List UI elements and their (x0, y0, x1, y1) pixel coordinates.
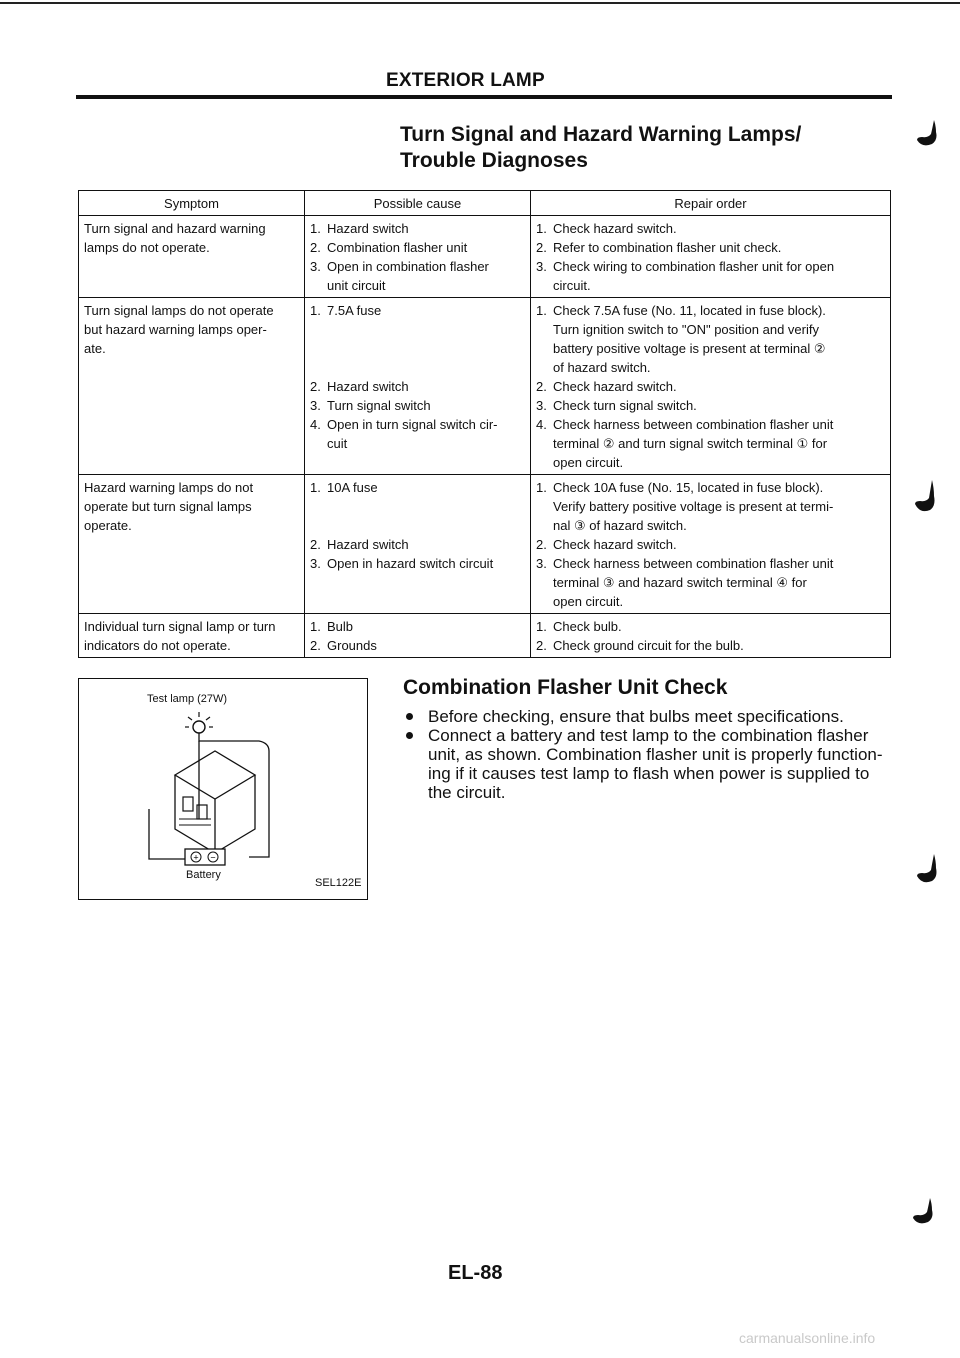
item-text: Check hazard switch. (553, 221, 677, 236)
item-text: Turn signal switch (327, 398, 431, 413)
item-number: 2. (536, 638, 547, 653)
page-title-line-1: Turn Signal and Hazard Warning Lamps/ (400, 123, 802, 146)
symptom-text: indicators do not operate. (84, 638, 231, 653)
item-number: 2. (536, 240, 547, 255)
symptom-text: but hazard warning lamps oper- (84, 322, 267, 337)
list-item (404, 726, 892, 802)
item-text: Check wiring to combination flasher unit for open (553, 259, 835, 274)
column-header: Possible cause (305, 191, 531, 216)
spacer (310, 358, 525, 377)
repair-cell (531, 298, 891, 475)
list-item (536, 257, 885, 295)
item-text: Bulb (327, 619, 354, 634)
test-lamp-label: Test lamp (27W) (147, 693, 228, 705)
lamp-bulb-icon (185, 712, 213, 733)
binder-mark-icon (914, 118, 944, 152)
list-item-text: Connect a battery and test lamp to the combination flasher unit, as shown. Combination flasher unit is properly function-ing if it causes test lamp to flash when power is supplied to the circuit. (428, 726, 883, 802)
list-item (310, 617, 525, 636)
list-item (310, 219, 525, 238)
item-text: cuit (327, 436, 348, 451)
flasher-check-list (404, 707, 892, 802)
footer-watermark: carmanualsonline.info (739, 1330, 876, 1346)
test-lamp-figure (78, 678, 368, 900)
top-border-line (0, 2, 960, 4)
header-rule (76, 95, 892, 99)
item-text: Hazard switch (327, 379, 409, 394)
repair-cell (531, 216, 891, 298)
list-item (310, 377, 525, 396)
section-title: EXTERIOR LAMP (386, 70, 545, 91)
symptom-text: Individual turn signal lamp or turn (84, 619, 276, 634)
table-row (79, 298, 891, 475)
binder-mark-icon (914, 852, 944, 888)
table-row (79, 475, 891, 614)
item-number: 2. (310, 240, 321, 255)
item-text: Check bulb. (553, 619, 622, 634)
item-number: 1. (310, 619, 321, 634)
item-text: Open in turn signal switch cir- (327, 417, 498, 432)
spacer (310, 320, 525, 339)
item-number: 2. (310, 379, 321, 394)
page-title (400, 122, 860, 174)
item-text: Grounds (327, 638, 377, 653)
item-text: open circuit. (553, 594, 624, 609)
item-text: 10A fuse (327, 480, 378, 495)
item-text: Hazard switch (327, 537, 409, 552)
cause-cell (305, 475, 531, 614)
item-number: 1. (536, 619, 547, 634)
list-item-text: Before checking, ensure that bulbs meet specifications. (428, 707, 844, 726)
list-item (536, 238, 885, 257)
item-number: 2. (310, 638, 321, 653)
spacer (310, 516, 525, 535)
symptom-cell (79, 216, 305, 298)
item-number: 1. (310, 480, 321, 495)
item-text: Check harness between combination flasher unit (553, 556, 834, 571)
symptom-text: operate but turn signal lamps (84, 499, 252, 514)
symptom-text: operate. (84, 518, 132, 533)
list-item (536, 636, 885, 655)
list-item (536, 396, 885, 415)
item-number: 3. (536, 398, 547, 413)
item-number: 4. (310, 417, 321, 432)
page-number: EL-88 (448, 1262, 503, 1284)
item-text: open circuit. (553, 455, 624, 470)
item-number: 2. (536, 537, 547, 552)
item-text: Open in hazard switch circuit (327, 556, 494, 571)
item-number: 3. (310, 259, 321, 274)
item-text: terminal ③ and hazard switch terminal ④ for (553, 575, 807, 590)
battery-plus-sign: + (193, 852, 199, 863)
item-text: Check 7.5A fuse (No. 11, located in fuse block). (553, 303, 826, 318)
spacer (310, 339, 525, 358)
list-item (536, 415, 885, 472)
item-text: terminal ② and turn signal switch terminal ① for (553, 436, 828, 451)
item-number: 2. (310, 537, 321, 552)
list-item (536, 617, 885, 636)
column-header: Repair order (531, 191, 891, 216)
item-text: Combination flasher unit (327, 240, 468, 255)
battery-label: Battery (186, 869, 221, 881)
symptom-cell (79, 475, 305, 614)
flasher-unit-icon (175, 751, 255, 853)
symptom-text: lamps do not operate. (84, 240, 210, 255)
item-text: Turn ignition switch to "ON" position and verify (553, 322, 819, 337)
repair-cell (531, 614, 891, 658)
item-text: Check ground circuit for the bulb. (553, 638, 744, 653)
symptom-cell (79, 298, 305, 475)
item-number: 1. (310, 221, 321, 236)
page-title-line-2: Trouble Diagnoses (400, 149, 588, 172)
item-text: Open in combination flasher (327, 259, 489, 274)
figure-code: SEL122E (315, 877, 362, 889)
item-number: 3. (310, 556, 321, 571)
list-item (310, 535, 525, 554)
item-text: Verify battery positive voltage is present at termi- (553, 499, 834, 514)
list-item (310, 554, 525, 573)
item-text: Check hazard switch. (553, 537, 677, 552)
table-row (79, 614, 891, 658)
symptom-text: ate. (84, 341, 106, 356)
binder-mark-icon (910, 1196, 940, 1230)
item-number: 4. (536, 417, 547, 432)
binder-mark-icon (912, 478, 942, 518)
battery-minus-sign: − (210, 852, 216, 863)
list-item (310, 396, 525, 415)
item-text: nal ③ of hazard switch. (553, 518, 687, 533)
list-item (310, 636, 525, 655)
list-item (310, 257, 525, 295)
symptom-text: Hazard warning lamps do not (84, 480, 254, 495)
cause-cell (305, 216, 531, 298)
item-text: battery positive voltage is present at terminal ② (553, 341, 826, 356)
symptom-text: Turn signal lamps do not operate (84, 303, 274, 318)
item-number: 1. (536, 480, 547, 495)
item-text: Check 10A fuse (No. 15, located in fuse block). (553, 480, 824, 495)
item-number: 1. (536, 303, 547, 318)
list-item (536, 535, 885, 554)
repair-cell (531, 475, 891, 614)
item-text: Check harness between combination flasher unit (553, 417, 834, 432)
list-item (310, 478, 525, 497)
table-row (79, 216, 891, 298)
symptom-text: Turn signal and hazard warning (84, 221, 266, 236)
item-text: 7.5A fuse (327, 303, 382, 318)
table-header-row (79, 191, 891, 216)
flasher-test-diagram (79, 679, 369, 901)
cause-cell (305, 298, 531, 475)
item-number: 3. (536, 259, 547, 274)
item-text: unit circuit (327, 278, 386, 293)
list-item (310, 238, 525, 257)
item-number: 2. (536, 379, 547, 394)
battery-icon (185, 849, 225, 865)
list-item (310, 415, 525, 453)
item-text: Check hazard switch. (553, 379, 677, 394)
item-text: of hazard switch. (553, 360, 651, 375)
item-text: Refer to combination flasher unit check. (553, 240, 782, 255)
bullet-icon (406, 713, 413, 720)
item-number: 3. (536, 556, 547, 571)
list-item (310, 301, 525, 320)
list-item (536, 478, 885, 535)
item-text: circuit. (553, 278, 591, 293)
cause-cell (305, 614, 531, 658)
flasher-check-heading: Combination Flasher Unit Check (403, 676, 728, 699)
list-item (536, 219, 885, 238)
symptom-cell (79, 614, 305, 658)
item-number: 1. (310, 303, 321, 318)
list-item (536, 301, 885, 377)
list-item (404, 707, 892, 726)
list-item (536, 554, 885, 611)
column-header: Symptom (79, 191, 305, 216)
item-number: 3. (310, 398, 321, 413)
item-text: Check turn signal switch. (553, 398, 697, 413)
bullet-icon (406, 732, 413, 739)
list-item (536, 377, 885, 396)
trouble-diagnosis-table (78, 190, 891, 658)
item-text: Hazard switch (327, 221, 409, 236)
spacer (310, 497, 525, 516)
item-number: 1. (536, 221, 547, 236)
